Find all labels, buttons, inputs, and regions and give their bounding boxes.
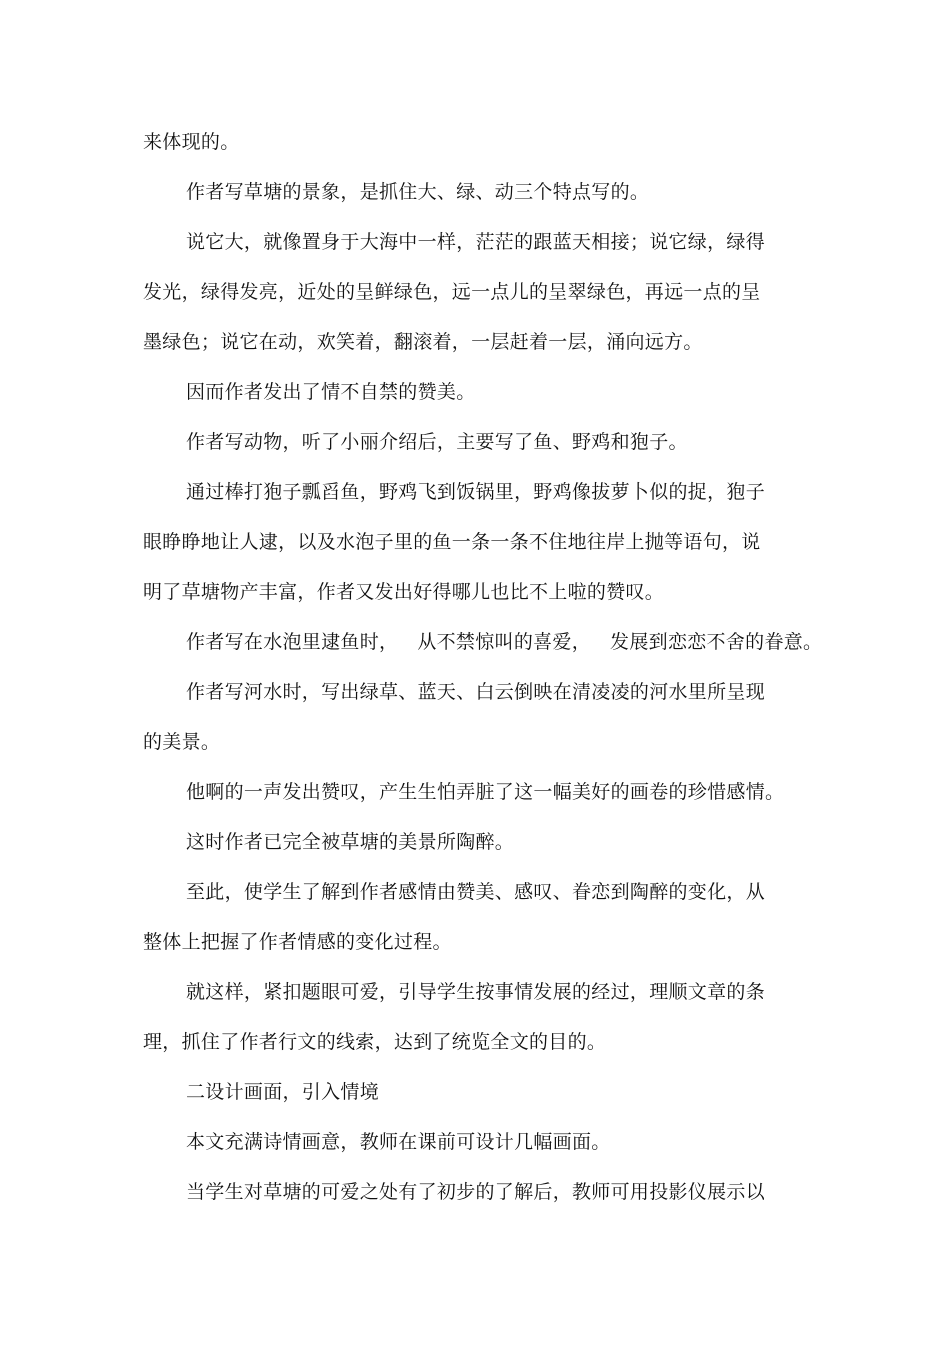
text-line: 发光，绿得发亮，近处的呈鲜绿色，远一点儿的呈翠绿色，再远一点的呈 bbox=[143, 281, 761, 303]
text-line: 来体现的。 bbox=[143, 131, 240, 153]
text-line: 理，抓住了作者行文的线索，达到了统览全文的目的。 bbox=[143, 1031, 607, 1053]
text-line: 明了草塘物产丰富，作者又发出好得哪儿也比不上啦的赞叹。 bbox=[143, 581, 665, 603]
text-line: 当学生对草塘的可爱之处有了初步的了解后，教师可用投影仪展示以 bbox=[186, 1181, 766, 1203]
text-line: 说它大，就像置身于大海中一样，茫茫的跟蓝天相接；说它绿，绿得 bbox=[186, 231, 766, 253]
text-line: 就这样，紧扣题眼可爱，引导学生按事情发展的经过，理顺文章的条 bbox=[186, 981, 766, 1003]
text-line: 作者写草塘的景象，是抓住大、绿、动三个特点写的。 bbox=[186, 181, 650, 203]
text-line: 本文充满诗情画意，教师在课前可设计几幅画面。 bbox=[186, 1131, 611, 1153]
text-line: 作者写在水泡里逮鱼时， 从不禁惊叫的喜爱， 发展到恋恋不舍的眷意。 bbox=[186, 631, 823, 653]
text-line: 至此，使学生了解到作者感情由赞美、感叹、眷恋到陶醉的变化，从 bbox=[186, 881, 766, 903]
section-heading: 二设计画面，引入情境 bbox=[186, 1081, 380, 1103]
text-line: 的美景。 bbox=[143, 731, 221, 753]
text-line: 作者写动物，听了小丽介绍后，主要写了鱼、野鸡和狍子。 bbox=[186, 431, 688, 453]
text-line: 这时作者已完全被草塘的美景所陶醉。 bbox=[186, 831, 515, 853]
text-line: 整体上把握了作者情感的变化过程。 bbox=[143, 931, 452, 953]
text-line: 因而作者发出了情不自禁的赞美。 bbox=[186, 381, 476, 403]
text-line: 他啊的一声发出赞叹，产生生怕弄脏了这一幅美好的画卷的珍惜感情。 bbox=[186, 781, 785, 803]
text-line: 眼睁睁地让人逮，以及水泡子里的鱼一条一条不住地往岸上抛等语句，说 bbox=[143, 531, 761, 553]
text-line: 作者写河水时，写出绿草、蓝天、白云倒映在清凌凌的河水里所呈现 bbox=[186, 681, 766, 703]
text-line: 通过棒打狍子瓢舀鱼，野鸡飞到饭锅里，野鸡像拔萝卜似的捉，狍子 bbox=[186, 481, 766, 503]
text-line: 墨绿色；说它在动，欢笑着，翻滚着，一层赶着一层，涌向远方。 bbox=[143, 331, 703, 353]
